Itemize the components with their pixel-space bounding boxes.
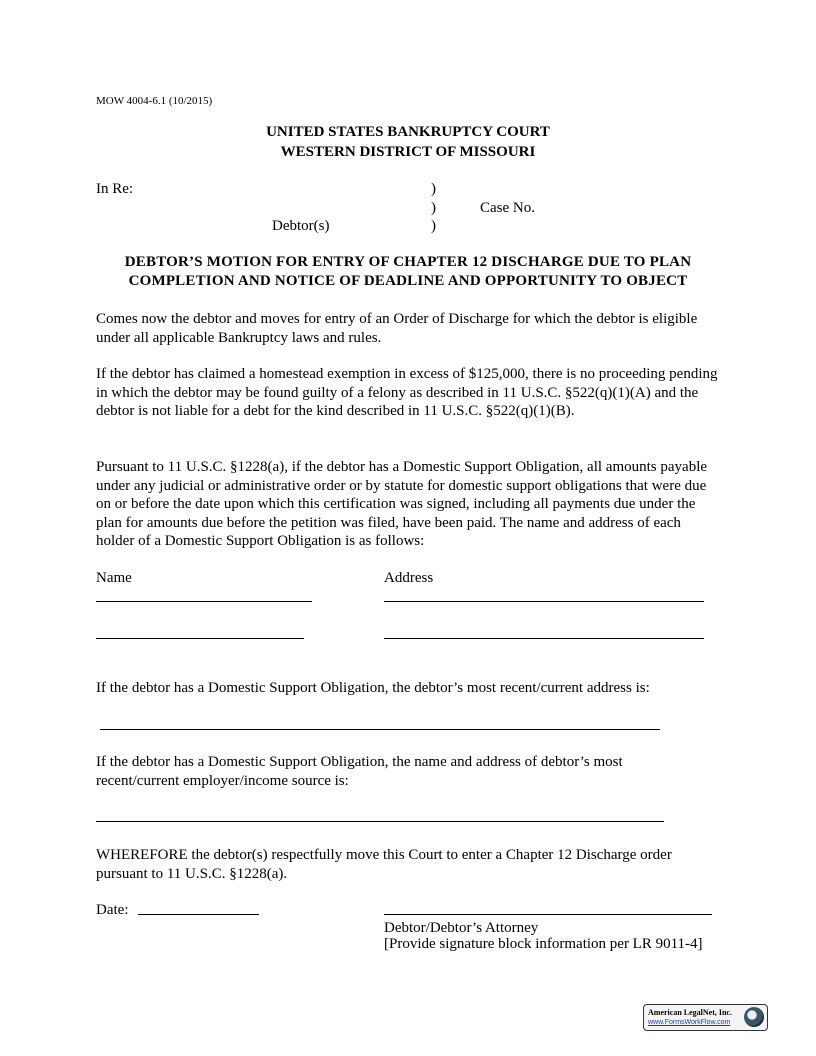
court-name: UNITED STATES BANKRUPTCY COURT: [266, 124, 550, 140]
globe-logo-icon: [744, 1007, 764, 1027]
address-column-label: Address: [384, 570, 434, 586]
case-no-label: Case No.: [480, 200, 535, 216]
holder-address-field-2[interactable]: [384, 638, 704, 639]
date-label: Date:: [96, 902, 129, 918]
motion-title-line-2: COMPLETION AND NOTICE OF DEADLINE AND OPPORTUNITY TO OBJECT: [128, 273, 688, 289]
motion-title-line-1: DEBTOR’S MOTION FOR ENTRY OF CHAPTER 12 DISCHARGE DUE TO PLAN: [124, 254, 692, 270]
debtor-label: Debtor(s): [272, 218, 330, 234]
in-re-label: In Re:: [96, 181, 134, 197]
publisher-badge[interactable]: [643, 1004, 768, 1031]
paragraph-employer: If the debtor has a Domestic Support Obligation, the name and address of debtor’s most recent/current employer/income source is:: [96, 754, 623, 789]
publisher-name: American LegalNet, Inc.: [648, 1008, 732, 1017]
employer-field[interactable]: [96, 821, 664, 822]
date-field[interactable]: [138, 914, 259, 915]
caption-paren-2: ): [431, 200, 436, 216]
holder-name-field-1[interactable]: [96, 601, 312, 602]
paragraph-wherefore: WHEREFORE the debtor(s) respectfully move this Court to enter a Chapter 12 Discharge order pursuant to 11 U.S.C. §1228(a).: [96, 847, 672, 882]
holder-address-field-1[interactable]: [384, 601, 704, 602]
paragraph-debtor-address: If the debtor has a Domestic Support Obligation, the debtor’s most recent/current address is:: [96, 680, 650, 696]
signature-label: Debtor/Debtor’s Attorney: [384, 920, 539, 936]
paragraph-discharge-request: Comes now the debtor and moves for entry of an Order of Discharge for which the debtor is eligible under all applicable Bankruptcy laws and rules.: [96, 311, 698, 346]
publisher-link[interactable]: www.FormsWorkFlow.com: [648, 1019, 731, 1026]
form-code: MOW 4004-6.1 (10/2015): [96, 95, 213, 107]
court-district: WESTERN DISTRICT OF MISSOURI: [280, 144, 536, 160]
signature-note: [Provide signature block information per LR 9011-4]: [384, 936, 703, 952]
caption-paren-1: ): [431, 181, 436, 197]
caption-paren-3: ): [431, 218, 436, 234]
debtor-address-field[interactable]: [100, 729, 660, 730]
signature-line[interactable]: [384, 914, 712, 915]
holder-name-field-2[interactable]: [96, 638, 304, 639]
name-column-label: Name: [96, 570, 132, 586]
paragraph-homestead: If the debtor has claimed a homestead exemption in excess of $125,000, there is no proceeding pending in which the debtor may be found guilty of a felony as described in 11 U.S.C. §522(q)(1)(A) and the debtor is not liable for a debt for the kind described in 11 U.S.C. §522(q)(1)(B).: [96, 366, 718, 419]
paragraph-domestic-support: Pursuant to 11 U.S.C. §1228(a), if the debtor has a Domestic Support Obligation, all amounts payable under any judicial or administrative order or by statute for domestic support obligations that were due on or before the date upon which this certification was signed, including all payments due under the plan for amounts due before the petition was filed, have been paid. The name and address of each holder of a Domestic Support Obligation is as follows:: [96, 459, 708, 549]
